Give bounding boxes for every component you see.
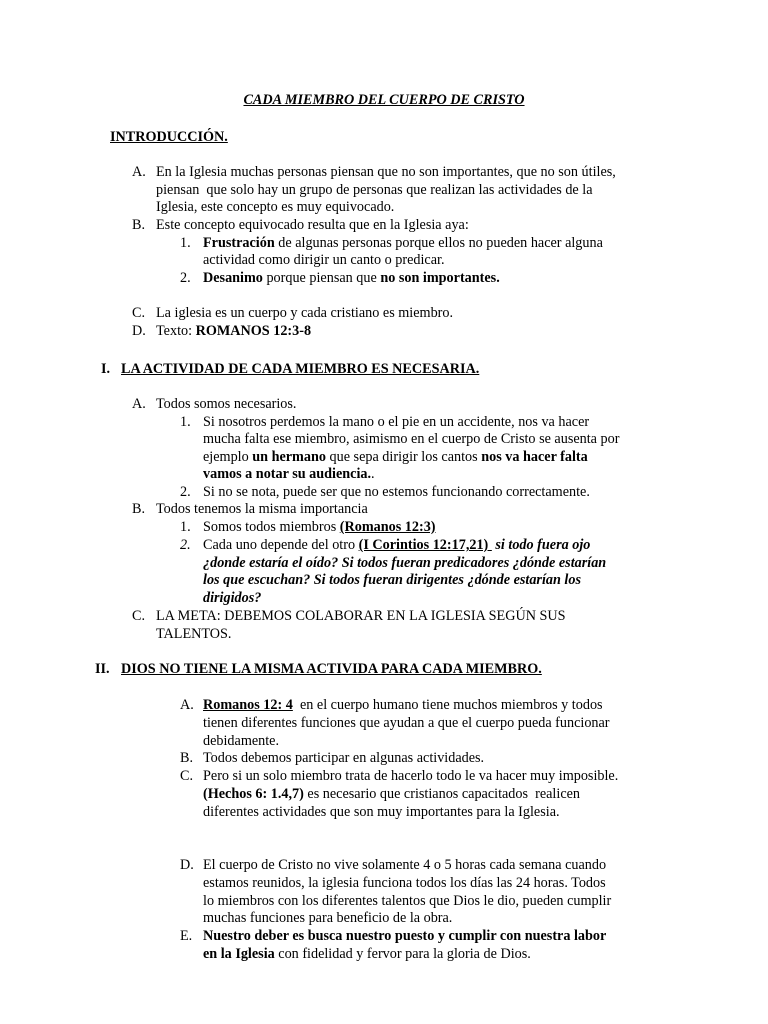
intro-b1-bold: Frustración bbox=[203, 235, 275, 251]
s2-a-ref: Romanos 12: 4 bbox=[203, 697, 293, 713]
s1-item-c-line1: LA META: DEBEMOS COLABORAR EN LA IGLESIA SEGÚN SUS bbox=[156, 608, 566, 624]
intro-item-a-label: A. bbox=[132, 164, 146, 180]
s1-item-b-label: B. bbox=[132, 501, 146, 517]
intro-d-text: Texto: bbox=[156, 323, 196, 339]
s2-a-rest: en el cuerpo humano tiene muchos miembros y todos bbox=[292, 697, 603, 713]
intro-b1-rest: de algunas personas porque ellos no pueden hacer alguna bbox=[274, 235, 603, 251]
s1-item-b2-line4: dirigidos? bbox=[203, 590, 262, 606]
intro-item-b-label: B. bbox=[132, 217, 146, 233]
intro-item-d-line1 bbox=[156, 323, 311, 341]
s1-item-a2-label: 2. bbox=[180, 484, 191, 500]
s2-item-c-label: C. bbox=[180, 768, 194, 784]
s2-item-c-line3: diferentes actividades que son muy importantes para la Iglesia. bbox=[203, 804, 560, 820]
s1-item-a1-label: 1. bbox=[180, 414, 191, 430]
s1-item-b1-line1 bbox=[203, 519, 436, 537]
s2-item-e-line2 bbox=[203, 946, 531, 964]
intro-item-b2-line1 bbox=[203, 270, 500, 288]
s1-item-a-label: A. bbox=[132, 396, 146, 412]
s2-item-e-line1: Nuestro deber es busca nuestro puesto y cumplir con nuestra labor bbox=[203, 928, 607, 944]
intro-item-c-label: C. bbox=[132, 305, 146, 321]
s2-item-d-line2: estamos reunidos, la iglesia funciona todos los días las 24 horas. Todos bbox=[203, 875, 606, 891]
s2-item-c-line2 bbox=[203, 786, 580, 804]
s1-item-a1-line2: mucha falta ese miembro, asimismo en el cuerpo de Cristo se ausenta por bbox=[203, 431, 620, 447]
s1-item-a2-line1: Si no se nota, puede ser que no estemos funcionando correctamente. bbox=[203, 484, 590, 500]
s2-item-a-line1 bbox=[203, 697, 603, 715]
s1-item-b-line1: Todos tenemos la misma importancia bbox=[156, 501, 368, 517]
section1-heading bbox=[121, 361, 479, 379]
intro-item-b1-line2: actividad como dirigir un canto o predicar. bbox=[203, 252, 445, 268]
s2-item-a-line3: debidamente. bbox=[203, 733, 280, 749]
intro-item-d-label: D. bbox=[132, 323, 146, 339]
intro-item-b1-label: 1. bbox=[180, 235, 191, 251]
s2-item-d-label: D. bbox=[180, 857, 194, 873]
section2-numeral: II. bbox=[95, 661, 110, 677]
document-title: CADA MIEMBRO DEL CUERPO DE CRISTO bbox=[243, 92, 525, 108]
s1-item-a1-line3 bbox=[203, 449, 588, 467]
s2-e-rest: con fidelidad y fervor para la gloria de Dios. bbox=[274, 946, 531, 962]
s1-item-b2-line2: ¿donde estaría el oído? Si todos fueran predicadores ¿dónde estarían bbox=[203, 555, 607, 571]
s1-item-b1-label: 1. bbox=[180, 519, 191, 535]
s1-a1-l4-bold: vamos a notar su audiencia. bbox=[203, 466, 372, 482]
section2-heading-text: DIOS NO TIENE LA MISMA ACTIVIDA PARA CADA MIEMBRO. bbox=[121, 661, 542, 677]
s2-item-d-line3: lo miembros con los diferentes talentos que Dios le dio, pueden cumplir bbox=[203, 893, 612, 909]
intro-item-a-line1: En la Iglesia muchas personas piensan que no son importantes, que no son útiles, bbox=[156, 164, 616, 180]
s1-item-a1-line1: Si nosotros perdemos la mano o el pie en un accidente, nos va hacer bbox=[203, 414, 590, 430]
intro-item-c-line1: La iglesia es un cuerpo y cada cristiano es miembro. bbox=[156, 305, 454, 321]
s2-c-rest: es necesario que cristianos capacitados realicen bbox=[303, 786, 581, 802]
s2-item-c-line1: Pero si un solo miembro trata de hacerlo todo le va hacer muy imposible. bbox=[203, 768, 619, 784]
intro-item-b1-line1 bbox=[203, 235, 603, 253]
intro-item-a-line2: piensan que solo hay un grupo de personas que realizan las actividades de la bbox=[156, 182, 593, 198]
s1-item-b2-label: 2. bbox=[180, 537, 191, 553]
s1-b2-ref: (I Corintios 12:17,21) bbox=[358, 537, 492, 553]
s2-e-bold2: en la Iglesia bbox=[203, 946, 275, 962]
s2-item-d-line1: El cuerpo de Cristo no vive solamente 4 o 5 horas cada semana cuando bbox=[203, 857, 607, 873]
s1-b1-ref: (Romanos 12:3) bbox=[339, 519, 436, 535]
s1-item-b2-line3: los que escuchan? Si todos fueran dirigentes ¿dónde estarían los bbox=[203, 572, 581, 588]
s2-item-d-line4: muchas funciones para beneficio de la obra. bbox=[203, 910, 453, 926]
s1-item-c-label: C. bbox=[132, 608, 146, 624]
s1-item-a1-line4 bbox=[203, 466, 375, 484]
s1-a1-l3-pre: ejemplo bbox=[203, 449, 253, 465]
section2-heading bbox=[121, 661, 542, 679]
s2-item-b-line1: Todos debemos participar en algunas actividades. bbox=[203, 750, 485, 766]
s2-item-a-label: A. bbox=[180, 697, 194, 713]
s2-item-a-line2: tienen diferentes funciones que ayudan a que el cuerpo pueda funcionar bbox=[203, 715, 610, 731]
intro-b2-bold2: no son importantes. bbox=[380, 270, 500, 286]
intro-b2-mid: porque piensan que bbox=[262, 270, 381, 286]
s2-item-b-label: B. bbox=[180, 750, 194, 766]
intro-heading: INTRODUCCIÓN. bbox=[110, 129, 228, 145]
s1-a1-l3-mid: que sepa dirigir los cantos bbox=[325, 449, 482, 465]
s2-c-ref: (Hechos 6: 1.4,7) bbox=[203, 786, 304, 802]
intro-b2-bold: Desanimo bbox=[203, 270, 263, 286]
section1-heading-text: LA ACTIVIDAD DE CADA MIEMBRO ES NECESARIA. bbox=[121, 361, 480, 377]
s1-item-b2-line1 bbox=[203, 537, 590, 555]
s1-item-a-line1: Todos somos necesarios. bbox=[156, 396, 297, 412]
intro-item-b-line1: Este concepto equivocado resulta que en la Iglesia aya: bbox=[156, 217, 469, 233]
s1-b2-it1: si todo fuera ojo bbox=[491, 537, 591, 553]
s1-b1-pre: Somos todos miembros bbox=[203, 519, 340, 535]
intro-item-a-line3: Iglesia, este concepto es muy equivocado. bbox=[156, 199, 395, 215]
intro-d-bold: ROMANOS 12:3-8 bbox=[195, 323, 312, 339]
s1-b2-pre: Cada uno depende del otro bbox=[203, 537, 359, 553]
s1-item-c-line2: TALENTOS. bbox=[156, 626, 232, 642]
s1-a1-l3-bold: un hermano bbox=[252, 449, 326, 465]
s1-a1-l4-end: . bbox=[371, 466, 375, 482]
s1-a1-l3-bold2: nos va hacer falta bbox=[481, 449, 588, 465]
section1-numeral: I. bbox=[101, 361, 111, 377]
s2-item-e-label: E. bbox=[180, 928, 193, 944]
intro-item-b2-label: 2. bbox=[180, 270, 191, 286]
